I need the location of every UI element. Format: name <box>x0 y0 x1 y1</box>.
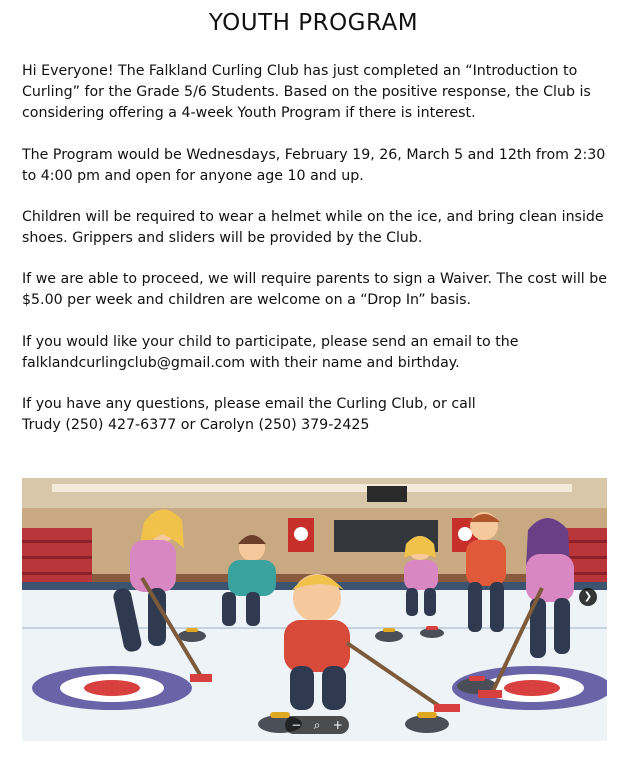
back-wall <box>22 508 607 578</box>
schedule-paragraph <box>22 145 612 187</box>
light-strip <box>52 484 572 492</box>
waiver-paragraph <box>22 269 612 311</box>
curling-illustration <box>22 478 607 741</box>
banner-emblem <box>294 527 308 541</box>
banner-emblem <box>458 527 472 541</box>
text-line: $5.00 per week and children are welcome on a “Drop In” basis. <box>22 292 472 308</box>
house-left <box>32 666 192 710</box>
text-line: The Program would be Wednesdays, February 19, 26, March 5 and 12th from 2:30 <box>22 147 606 163</box>
text-line: falklandcurlingclub@gmail.com with their name and birthday. <box>22 355 460 371</box>
next-image-button[interactable]: ❯ <box>579 588 597 606</box>
text-line: Children will be required to wear a helmet while on the ice, and bring clean inside <box>22 209 604 225</box>
zoom-icon[interactable]: ⌕ <box>313 717 321 732</box>
text-line: If we are able to proceed, we will require parents to sign a Waiver. The cost will be <box>22 271 607 287</box>
zoom-in-button[interactable]: + <box>332 718 343 732</box>
text-line: If you have any questions, please email the Curling Club, or call <box>22 396 476 412</box>
speaker-box <box>367 486 407 502</box>
page-title: YOUTH PROGRAM <box>208 10 419 36</box>
image-zoom-controls <box>285 716 349 734</box>
text-line: Hi Everyone! The Falkland Curling Club has just completed an “Introduction to <box>22 63 578 79</box>
text-line: If you would like your child to participate, please send an email to the <box>22 334 519 350</box>
text-line: Trudy (250) 427-6377 or Carolyn (250) 379-2425 <box>22 417 370 433</box>
seating-left <box>22 528 92 588</box>
zoom-out-button[interactable]: − <box>291 718 302 732</box>
signup-paragraph <box>22 332 612 374</box>
text-line: shoes. Grippers and sliders will be provided by the Club. <box>22 230 423 246</box>
text-line: considering offering a 4-week Youth Program if there is interest. <box>22 105 476 121</box>
curling-scene <box>22 478 607 741</box>
text-line: Curling” for the Grade 5/6 Students. Based on the positive response, the Club is <box>22 84 591 100</box>
contact-paragraph <box>22 394 612 436</box>
text-line: to 4:00 pm and open for anyone age 10 and up. <box>22 168 364 184</box>
intro-paragraph <box>22 61 612 124</box>
equipment-paragraph <box>22 207 612 249</box>
